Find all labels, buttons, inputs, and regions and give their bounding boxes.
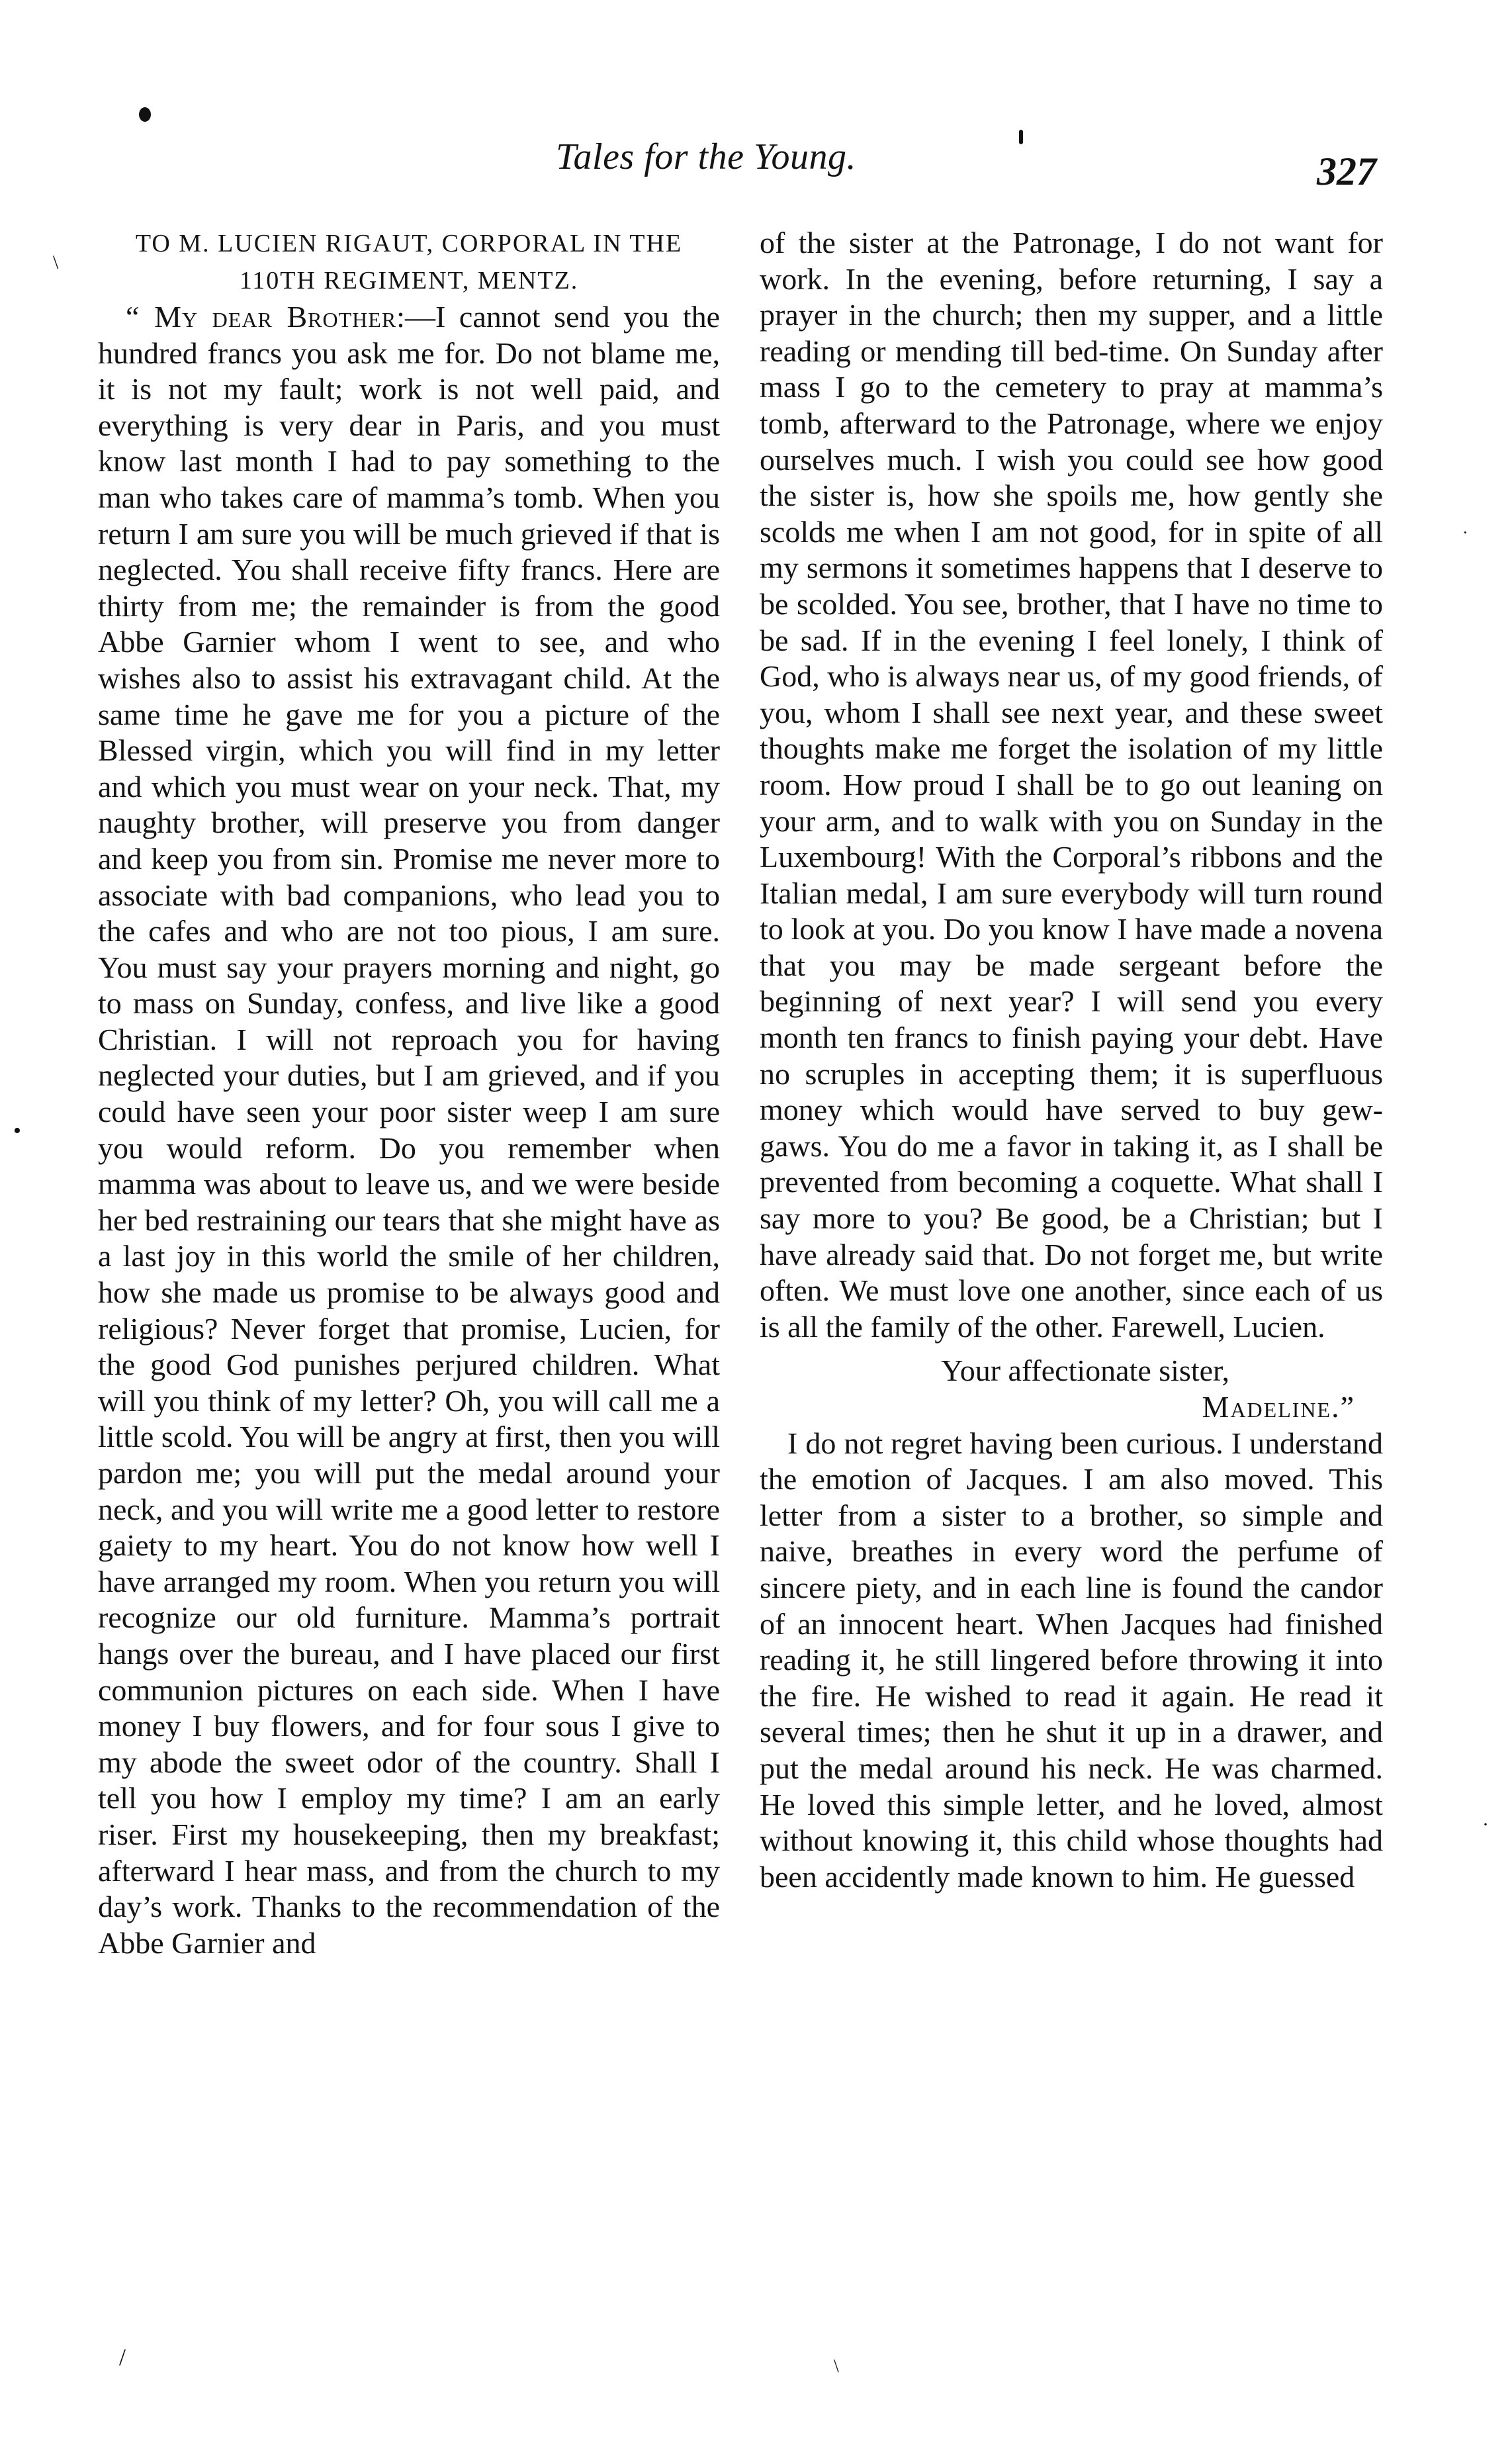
address-line-1: TO M. LUCIEN RIGAUT, CORPORAL IN THE	[135, 230, 683, 257]
print-speck	[139, 107, 151, 122]
print-speck: ·	[1482, 1814, 1489, 1835]
left-column	[98, 225, 720, 1961]
signature: Madeline.”	[1202, 1390, 1355, 1424]
letter-closing	[760, 1353, 1355, 1425]
narrative-paragraph: I do not regret having been curious. I understand the emotion of Jacques. I am also moved. This letter from a sister to a brother, so simple and naive, breathes in every word the perfume of sincere piety, and in each line is found the candor of an innocent heart. When Jacques had finished reading it, he still lingered before throwing it into the fire. He wished to read it again. He read it several times; then he shut it up in a drawer, and put the medal around his neck. He was charmed. He loved this simple letter, and he loved, almost without knowing it, this child whose thoughts had been accidently made known to him. He guessed	[760, 1426, 1383, 1894]
salutation: “ My dear Brother	[126, 300, 397, 334]
letter-body-right: of the sister at the Patronage, I do not want for work. In the evening, before returning, I say a prayer in the church; then my supper, and a little reading or mending till bed-time. On Sunday after mass I go to the cemetery to pray at mamma’s tomb, afterward to the Patronage, where we enjoy ourselves much. I wish you could see how good the sister is, how she spoils me, how gently she scolds me when I am not good, for in spite of all my sermons it sometimes happens that I deserve to be scolded. You see, brother, that I have no time to be sad. If in the evening I feel lonely, I think of God, who is always near us, of my good friends, of you, whom I shall see next year, and these sweet thoughts make me forget the isolation of my little room. How proud I shall be to go out leaning on your arm, and to walk with you on Sunday in the Luxembourg! With the Corporal’s ribbons and the Italian medal, I am sure everybody will turn round to look at you. Do you know I have made a novena that you may be made sergeant before the beginning of next year? I will send you every month ten francs to finish paying your debt. Have no scruples in accepting them; it is superfluous money which would have served to buy gew-gaws. You do me a favor in taking it, as I shall be prevented from becoming a coquette. What shall I say more to you? Be good, be a Christian; but I have already said that. Do not forget me, but write often. We must love one another, since each of us is all the family of the other. Farewell, Lucien.	[760, 226, 1383, 1344]
address-line-2: 110TH REGIMENT, MENTZ.	[239, 267, 579, 295]
letter-body-left	[98, 299, 720, 1961]
print-speck: \	[53, 252, 59, 273]
print-speck: •	[13, 1119, 21, 1143]
print-speck: \	[834, 2356, 839, 2377]
right-column	[760, 225, 1383, 1895]
print-speck	[1019, 130, 1023, 144]
closing-line: Your affectionate sister,	[941, 1354, 1229, 1388]
letter-address	[98, 225, 720, 299]
page-number: 327	[1317, 150, 1376, 193]
running-title: Tales for the Young.	[556, 136, 856, 177]
letter-text-left: :—I cannot send you the hundred francs you ask me for. Do not blame me, it is not my fault; work is not well paid, and everything is very dear in Paris, and you must know last month I had to pay something to the man who takes care of mamma’s tomb. When you return I am sure you will be much grieved if that is neglected. You shall receive fifty francs. Here are thirty from me; the remainder is from the good Abbe Garnier whom I went to see, and who wishes also to assist his extravagant child. At the same time he gave me for you a picture of the Blessed virgin, which you will find in my letter and which you must wear on your neck. That, my naughty brother, will preserve you from danger and keep you from sin. Promise me never more to associate with bad companions, who lead you to the cafes and who are not too pious, I am sure. You must say your prayers morning and night, go to mass on Sunday, confess, and live like a good Christian. I will not reproach you for having neglected your duties, but I am grieved, and if you could have seen your poor sister weep I am sure you would reform. Do you remember when mamma was about to leave us, and we were beside her bed restraining our tears that she might have as a last joy in this world the smile of her children, how she made us promise to be always good and religious? Never forget that promise, Lucien, for the good God punishes perjured children. What will you think of my letter? Oh, you will call me a little scold. You will be angry at first, then you will pardon me; you will put the medal around your neck, and you will write me a good letter to restore gaiety to my heart. You do not know how well I have arranged my room. When you return you will recognize our old furniture. Mamma’s portrait hangs over the bureau, and I have placed our first communion pictures on each side. When I have money I buy flowers, and for four sous I give to my abode the sweet odor of the country. Shall I tell you how I employ my time? I am an early riser. First my housekeeping, then my breakfast; afterward I hear mass, and from the church to my day’s work. Thanks to the recommendation of the Abbe Garnier and	[98, 300, 720, 1960]
print-speck: ·	[1462, 523, 1468, 542]
print-speck: /	[119, 2344, 126, 2370]
